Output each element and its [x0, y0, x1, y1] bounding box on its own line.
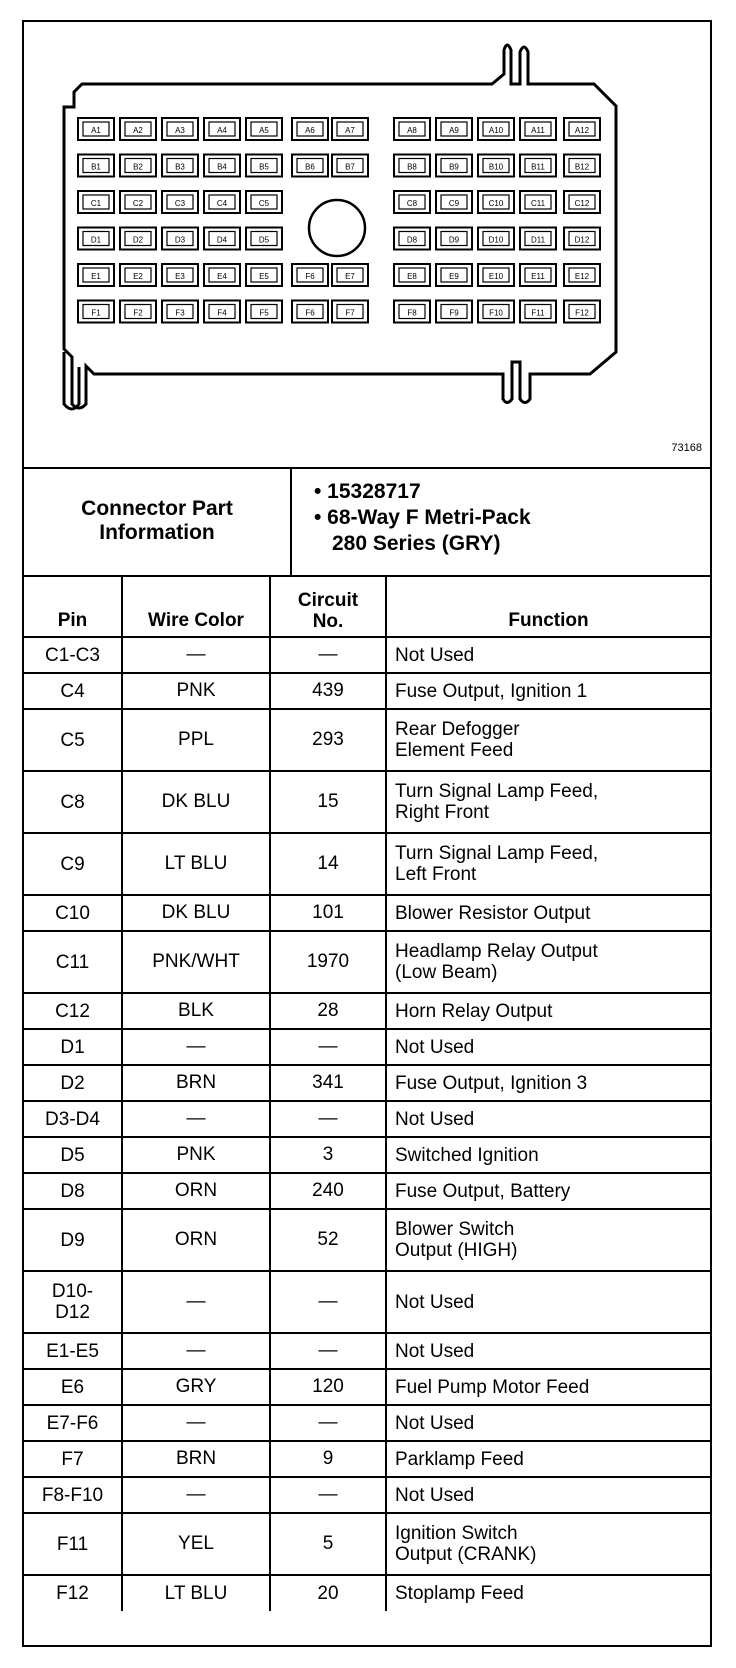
- pin-label-f5: F5: [259, 308, 269, 318]
- cell-pin: C4: [24, 673, 122, 709]
- table-row: [24, 931, 710, 993]
- cell-circuit-no: —: [270, 637, 386, 673]
- pin-label-d5: D5: [258, 235, 270, 245]
- cell-wire-color: LT BLU: [122, 1575, 270, 1611]
- cell-wire-color: PNK: [122, 1137, 270, 1173]
- table-row: [24, 1101, 710, 1137]
- table-row: [24, 1137, 710, 1173]
- header-circuit-no: Circuit No.: [270, 575, 386, 637]
- cell-circuit-no: 439: [270, 673, 386, 709]
- cell-pin: C1-C3: [24, 637, 122, 673]
- cell-pin: D10- D12: [24, 1271, 122, 1333]
- table-row: [24, 673, 710, 709]
- pin-label-d3: D3: [174, 235, 186, 245]
- header-pin: Pin: [24, 575, 122, 637]
- cell-function: Not Used: [386, 1333, 710, 1369]
- cell-function: Fuse Output, Ignition 1: [386, 673, 710, 709]
- cell-wire-color: BRN: [122, 1441, 270, 1477]
- pin-label-c3: C3: [174, 199, 186, 208]
- cell-wire-color: BLK: [122, 993, 270, 1029]
- connector-series: 280 Series (GRY): [332, 532, 501, 555]
- cell-function: Fuse Output, Ignition 3: [386, 1065, 710, 1101]
- table-row: [24, 1477, 710, 1513]
- cell-function: Headlamp Relay Output (Low Beam): [386, 931, 710, 993]
- pin-label-e10: E10: [488, 272, 504, 281]
- pin-label-f1: F1: [91, 308, 101, 318]
- pin-label-e2: E2: [133, 272, 143, 281]
- pin-label-c5: C5: [258, 199, 270, 208]
- table-row: [24, 1271, 710, 1333]
- cell-pin: C10: [24, 895, 122, 931]
- table-row: [24, 1575, 710, 1611]
- table-row: [24, 1369, 710, 1405]
- pin-label-a8: A8: [407, 126, 417, 135]
- part-info-label: [24, 467, 292, 575]
- table-row: [24, 1333, 710, 1369]
- cell-circuit-no: 293: [270, 709, 386, 771]
- pin-label-f11: F11: [531, 308, 545, 318]
- cell-wire-color: —: [122, 1271, 270, 1333]
- part-info-values: [314, 479, 531, 557]
- cell-pin: D5: [24, 1137, 122, 1173]
- connector-page-frame: [22, 20, 712, 1647]
- pin-label-e9: E9: [449, 272, 459, 281]
- pin-label-e4: E4: [217, 272, 227, 281]
- cell-function: Switched Ignition: [386, 1137, 710, 1173]
- pin-label-d8: D8: [406, 235, 418, 245]
- cell-pin: E6: [24, 1369, 122, 1405]
- table-row: [24, 833, 710, 895]
- cell-pin: D1: [24, 1029, 122, 1065]
- table-row: [24, 1173, 710, 1209]
- pin-label-d1: D1: [90, 235, 102, 245]
- pin-label-a7: A7: [345, 126, 355, 135]
- cell-circuit-no: —: [270, 1405, 386, 1441]
- pin-label-b1: B1: [91, 162, 101, 172]
- pin-label-b4: B4: [217, 162, 227, 172]
- pin-label-b8: B8: [407, 162, 417, 172]
- table-row: [24, 771, 710, 833]
- pin-label-f12: F12: [575, 308, 589, 318]
- pin-label-d11: D11: [530, 235, 546, 245]
- pin-label-e12: E12: [574, 272, 590, 281]
- cell-wire-color: —: [122, 1405, 270, 1441]
- pin-label-f8: F8: [407, 308, 417, 318]
- cell-function: Ignition Switch Output (CRANK): [386, 1513, 710, 1575]
- center-bolt-hole: [309, 200, 365, 256]
- cell-function: Blower Resistor Output: [386, 895, 710, 931]
- pin-label-d9: D9: [448, 235, 460, 245]
- cell-wire-color: LT BLU: [122, 833, 270, 895]
- cell-pin: C8: [24, 771, 122, 833]
- pin-label-f9: F9: [449, 308, 459, 318]
- cell-circuit-no: 341: [270, 1065, 386, 1101]
- pin-label-b5: B5: [259, 162, 269, 172]
- cell-wire-color: BRN: [122, 1065, 270, 1101]
- pin-label-d12: D12: [574, 235, 590, 245]
- part-info-label-line1: Connector Part: [81, 497, 233, 520]
- pin-label-a12: A12: [574, 126, 590, 135]
- cell-wire-color: PNK/WHT: [122, 931, 270, 993]
- connector-part-info: [24, 467, 710, 577]
- pin-label-a5: A5: [259, 126, 269, 135]
- pin-label-a6: A6: [305, 126, 315, 135]
- cell-wire-color: —: [122, 1029, 270, 1065]
- pin-label-b3: B3: [175, 162, 185, 172]
- pinout-table: [24, 575, 710, 1611]
- cell-wire-color: ORN: [122, 1173, 270, 1209]
- cell-circuit-no: 9: [270, 1441, 386, 1477]
- pin-label-c12: C12: [574, 199, 590, 208]
- pin-label-c11: C11: [530, 199, 546, 208]
- cell-wire-color: DK BLU: [122, 895, 270, 931]
- pin-label-f7: F7: [345, 308, 355, 318]
- pin-label-b11: B11: [531, 162, 545, 172]
- pin-label-f6: F6: [305, 308, 315, 318]
- cell-circuit-no: —: [270, 1029, 386, 1065]
- pin-label-b6: B6: [305, 162, 315, 172]
- pin-label-f4: F4: [217, 308, 227, 318]
- cell-pin: D2: [24, 1065, 122, 1101]
- cell-pin: C11: [24, 931, 122, 993]
- part-number: • 15328717: [314, 480, 421, 503]
- cell-pin: C12: [24, 993, 122, 1029]
- pin-label-f10: F10: [489, 308, 503, 318]
- pin-label-c4: C4: [216, 199, 228, 208]
- cell-function: Not Used: [386, 637, 710, 673]
- pin-label-c8: C8: [406, 199, 418, 208]
- cell-wire-color: YEL: [122, 1513, 270, 1575]
- table-header-row: [24, 575, 710, 637]
- cell-circuit-no: —: [270, 1271, 386, 1333]
- pin-label-b10: B10: [488, 162, 504, 172]
- pin-label-e1: E1: [91, 272, 101, 281]
- cell-wire-color: —: [122, 637, 270, 673]
- cell-pin: F11: [24, 1513, 122, 1575]
- pin-label-f6: F6: [305, 272, 315, 281]
- pin-label-e11: E11: [531, 272, 545, 281]
- cell-circuit-no: —: [270, 1333, 386, 1369]
- table-row: [24, 1209, 710, 1271]
- pin-label-a3: A3: [175, 126, 185, 135]
- cell-circuit-no: 15: [270, 771, 386, 833]
- cell-pin: F7: [24, 1441, 122, 1477]
- pin-label-b9: B9: [449, 162, 459, 172]
- cell-circuit-no: —: [270, 1101, 386, 1137]
- cell-circuit-no: 52: [270, 1209, 386, 1271]
- cell-pin: F12: [24, 1575, 122, 1611]
- pin-label-a1: A1: [91, 126, 101, 135]
- cell-function: Not Used: [386, 1029, 710, 1065]
- cell-pin: E7-F6: [24, 1405, 122, 1441]
- cell-pin: D9: [24, 1209, 122, 1271]
- pin-label-c2: C2: [132, 199, 144, 208]
- cell-circuit-no: 120: [270, 1369, 386, 1405]
- connector-face-drawing: [24, 22, 710, 467]
- table-row: [24, 637, 710, 673]
- connector-diagram: [24, 22, 710, 469]
- header-function: Function: [386, 575, 710, 637]
- cell-pin: F8-F10: [24, 1477, 122, 1513]
- cell-function: Turn Signal Lamp Feed, Right Front: [386, 771, 710, 833]
- cell-function: Turn Signal Lamp Feed, Left Front: [386, 833, 710, 895]
- cell-circuit-no: 101: [270, 895, 386, 931]
- pin-label-a2: A2: [133, 126, 143, 135]
- cell-circuit-no: 1970: [270, 931, 386, 993]
- cell-wire-color: GRY: [122, 1369, 270, 1405]
- cell-function: Not Used: [386, 1405, 710, 1441]
- cell-wire-color: —: [122, 1477, 270, 1513]
- table-row: [24, 1405, 710, 1441]
- cell-circuit-no: —: [270, 1477, 386, 1513]
- cell-function: Fuel Pump Motor Feed: [386, 1369, 710, 1405]
- cell-function: Not Used: [386, 1271, 710, 1333]
- cell-function: Stoplamp Feed: [386, 1575, 710, 1611]
- table-row: [24, 1513, 710, 1575]
- connector-type: • 68-Way F Metri-Pack: [314, 506, 531, 529]
- cell-function: Parklamp Feed: [386, 1441, 710, 1477]
- pin-label-d4: D4: [216, 235, 228, 245]
- pin-label-d10: D10: [488, 235, 504, 245]
- cell-circuit-no: 5: [270, 1513, 386, 1575]
- table-row: [24, 1441, 710, 1477]
- cell-wire-color: PPL: [122, 709, 270, 771]
- cell-pin: D3-D4: [24, 1101, 122, 1137]
- cell-pin: E1-E5: [24, 1333, 122, 1369]
- table-row: [24, 709, 710, 771]
- cell-wire-color: DK BLU: [122, 771, 270, 833]
- cell-pin: C9: [24, 833, 122, 895]
- pin-label-e8: E8: [407, 272, 417, 281]
- pin-label-b2: B2: [133, 162, 143, 172]
- cell-function: Not Used: [386, 1477, 710, 1513]
- part-info-label-line2: Information: [99, 521, 215, 544]
- table-row: [24, 1065, 710, 1101]
- cell-pin: C5: [24, 709, 122, 771]
- cell-pin: D8: [24, 1173, 122, 1209]
- header-wire-color: Wire Color: [122, 575, 270, 637]
- cell-function: Rear Defogger Element Feed: [386, 709, 710, 771]
- table-row: [24, 993, 710, 1029]
- pin-label-e3: E3: [175, 272, 185, 281]
- pin-label-f2: F2: [133, 308, 143, 318]
- table-row: [24, 895, 710, 931]
- cell-wire-color: ORN: [122, 1209, 270, 1271]
- pin-label-c9: C9: [448, 199, 460, 208]
- pin-label-e7: E7: [345, 272, 355, 281]
- cell-circuit-no: 20: [270, 1575, 386, 1611]
- pin-label-f3: F3: [175, 308, 185, 318]
- cell-function: Horn Relay Output: [386, 993, 710, 1029]
- pin-label-a10: A10: [488, 126, 504, 135]
- pin-label-a11: A11: [531, 126, 545, 135]
- cell-circuit-no: 14: [270, 833, 386, 895]
- cell-function: Not Used: [386, 1101, 710, 1137]
- cell-wire-color: PNK: [122, 673, 270, 709]
- pin-label-e5: E5: [259, 272, 269, 281]
- pin-label-c1: C1: [90, 199, 102, 208]
- cell-circuit-no: 28: [270, 993, 386, 1029]
- pin-label-c10: C10: [488, 199, 504, 208]
- pin-label-a4: A4: [217, 126, 227, 135]
- cell-circuit-no: 3: [270, 1137, 386, 1173]
- cell-wire-color: —: [122, 1101, 270, 1137]
- pin-label-b7: B7: [345, 162, 355, 172]
- table-row: [24, 1029, 710, 1065]
- cell-function: Fuse Output, Battery: [386, 1173, 710, 1209]
- pin-label-d2: D2: [132, 235, 144, 245]
- cell-function: Blower Switch Output (HIGH): [386, 1209, 710, 1271]
- pin-label-a9: A9: [449, 126, 459, 135]
- cell-wire-color: —: [122, 1333, 270, 1369]
- pin-label-b12: B12: [574, 162, 590, 172]
- cell-circuit-no: 240: [270, 1173, 386, 1209]
- figure-number: 73168: [671, 442, 702, 454]
